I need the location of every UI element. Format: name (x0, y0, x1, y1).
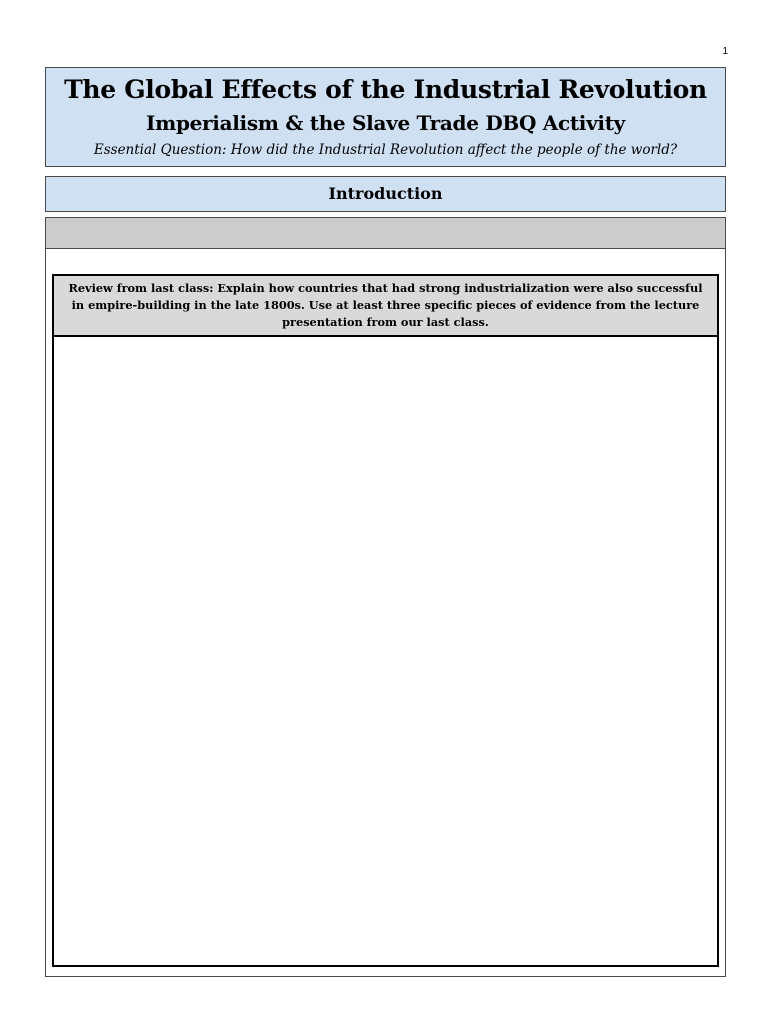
section-divider-bar (46, 218, 725, 249)
review-question-prompt: Review from last class: Explain how countries that had strong industrialization were also successful in empire-building in the late 1800s. Use at least three specific pieces of evidence from the lecture presentation from our last class. (54, 276, 717, 337)
introduction-section (45, 217, 726, 977)
review-question-box (52, 274, 719, 967)
page-number: 1 (722, 46, 728, 57)
document-title: The Global Effects of the Industrial Revolution (64, 75, 707, 104)
answer-writing-area[interactable] (54, 337, 717, 965)
essential-question: Essential Question: How did the Industrial Revolution affect the people of the world? (93, 142, 678, 158)
document-subtitle: Imperialism & the Slave Trade DBQ Activity (146, 111, 625, 135)
document-header (45, 67, 726, 167)
section-title-introduction: Introduction (45, 176, 726, 212)
